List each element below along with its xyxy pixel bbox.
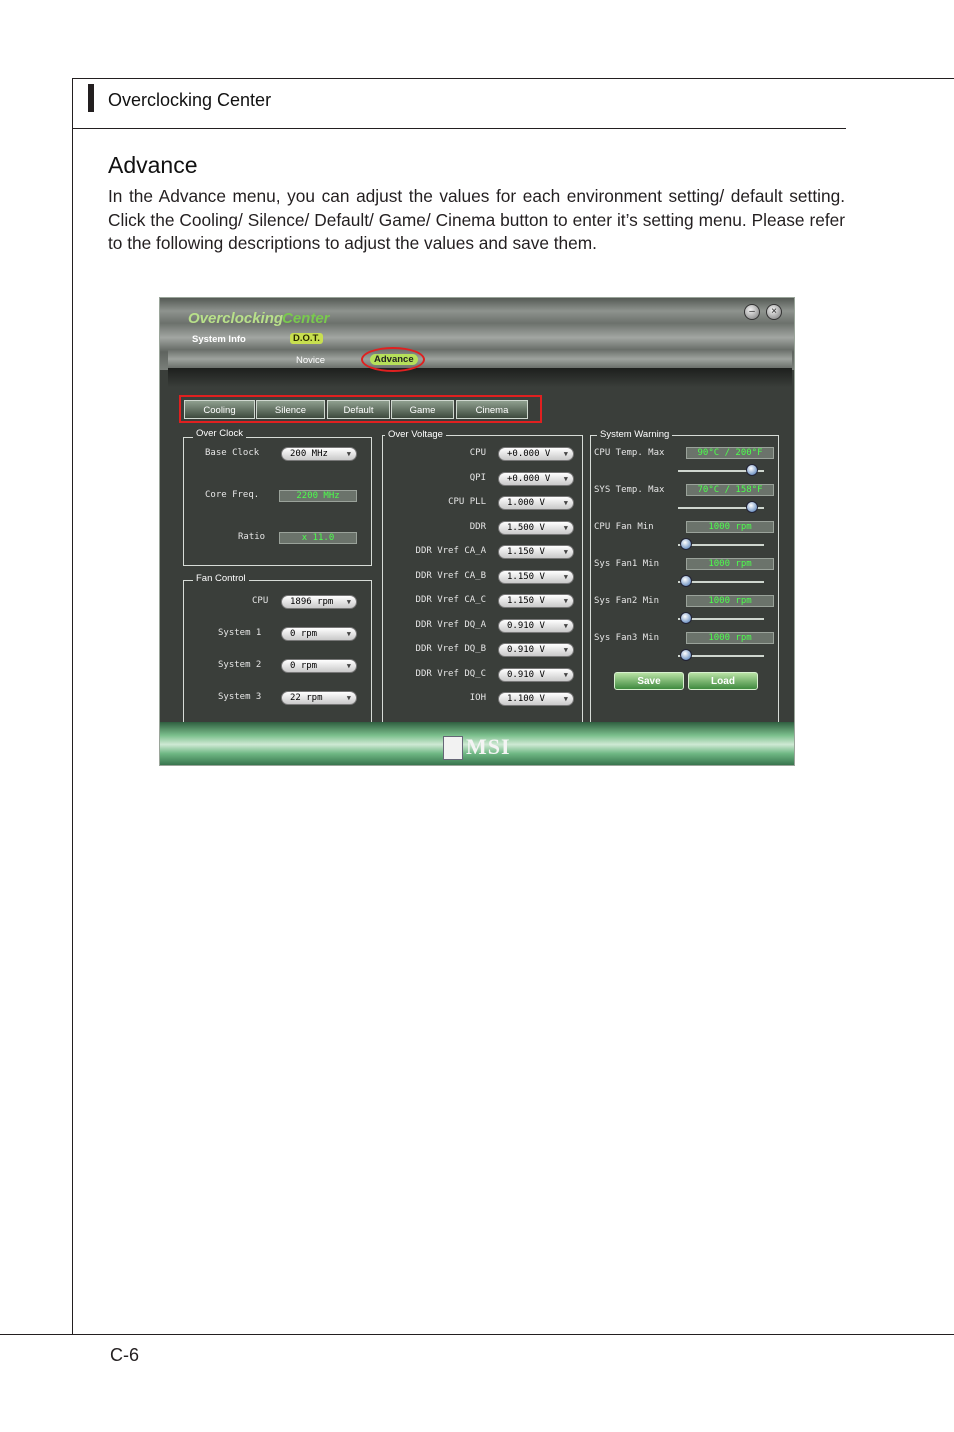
voltage-label: DDR Vref DQ_A [415, 619, 486, 630]
msi-logo: MSI [466, 734, 511, 759]
voltage-label: DDR [469, 521, 486, 532]
voltage-label: CPU [469, 448, 486, 458]
tab-game[interactable]: Game [391, 400, 454, 419]
chevron-down-icon: ▼ [563, 646, 568, 654]
core-freq-label: Core Freq. [205, 490, 260, 500]
slider-thumb[interactable] [680, 575, 692, 587]
voltage-select[interactable]: 1.000 V ▼ [498, 496, 574, 510]
warning-label: Sys Fan3 Min [594, 633, 660, 643]
intro-paragraph: In the Advance menu, you can adjust the values for each environment setting/ default setting. Click the Cooling/ Silence/ Default/ Game/ Cinema button to enter it’s setting menu. Please refer to the following descriptions to adjust the values and save them. [108, 186, 845, 253]
app-window [159, 297, 795, 766]
chevron-down-icon: ▼ [563, 695, 568, 703]
warning-value: 90°C / 200°F [686, 447, 774, 459]
warning-value: 70°C / 158°F [686, 484, 774, 496]
voltage-label: DDR Vref DQ_C [415, 668, 486, 679]
voltage-select[interactable]: 1.500 V ▼ [498, 521, 574, 535]
base-clock-select[interactable]: 200 MHz ▼ [281, 447, 357, 461]
nav-bar [168, 350, 792, 368]
fan-label: System 2 [218, 660, 262, 670]
tab-silence[interactable]: Silence [256, 400, 325, 419]
chevron-down-icon: ▼ [346, 598, 351, 606]
fan-system3-select[interactable]: 22 rpm ▼ [281, 691, 357, 705]
voltage-select[interactable]: 0.910 V ▼ [498, 668, 574, 682]
top-rule [72, 78, 954, 79]
chevron-down-icon: ▼ [563, 670, 568, 679]
left-rule [72, 78, 73, 1335]
voltage-select[interactable]: 1.100 V ▼ [498, 692, 574, 706]
tab-cinema[interactable]: Cinema [456, 400, 528, 419]
voltage-select[interactable]: +0.000 V ▼ [498, 447, 574, 461]
warning-label: CPU Temp. Max [594, 448, 665, 458]
tab-default[interactable]: Default [327, 400, 390, 419]
warning-label: Sys Fan2 Min [594, 596, 660, 606]
chevron-down-icon: ▼ [563, 548, 568, 556]
chevron-down-icon: ▼ [563, 572, 568, 581]
close-button[interactable]: × [766, 304, 782, 320]
voltage-label: QPI [469, 472, 486, 483]
chevron-down-icon: ▼ [346, 630, 351, 638]
nav-advance[interactable]: Advance [370, 354, 418, 365]
fan-label: System 3 [218, 692, 262, 702]
voltage-label: DDR Vref CA_A [415, 546, 486, 556]
warning-value: 1000 rpm [686, 632, 774, 644]
bottom-rule [0, 1334, 954, 1335]
highlight-ring [361, 347, 425, 372]
voltage-select[interactable]: 0.910 V ▼ [498, 643, 574, 657]
over-clock-title: Over Clock [193, 428, 246, 439]
system-warning-title: System Warning [597, 429, 672, 440]
nav-system-info[interactable]: System Info [192, 334, 246, 345]
warning-label: SYS Temp. Max [594, 485, 665, 495]
chevron-down-icon: ▼ [563, 523, 568, 532]
voltage-label: DDR Vref CA_C [415, 595, 486, 605]
header-marker [88, 84, 94, 112]
voltage-select[interactable]: 1.150 V ▼ [498, 594, 574, 608]
load-button[interactable]: Load [688, 672, 758, 690]
slider-thumb[interactable] [746, 501, 758, 513]
core-freq-value: 2200 MHz [279, 490, 357, 502]
chevron-down-icon: ▼ [346, 662, 351, 670]
chevron-down-icon: ▼ [563, 499, 568, 507]
voltage-select[interactable]: 1.150 V ▼ [498, 570, 574, 584]
fan-label: CPU [252, 596, 269, 606]
warning-label: CPU Fan Min [594, 522, 654, 532]
chevron-down-icon: ▼ [346, 450, 351, 458]
fan-control-title: Fan Control [193, 573, 249, 584]
voltage-select[interactable]: 0.910 V ▼ [498, 619, 574, 633]
section-title: Advance [108, 152, 198, 178]
slider-thumb[interactable] [680, 649, 692, 661]
warning-label: Sys Fan1 Min [594, 559, 660, 569]
chevron-down-icon: ▼ [563, 621, 568, 630]
nav-novice[interactable]: Novice [296, 355, 326, 366]
base-clock-label: Base Clock [205, 448, 260, 458]
chevron-down-icon: ▼ [563, 597, 568, 605]
tab-cooling[interactable]: Cooling [184, 400, 255, 419]
running-header: Overclocking Center [108, 90, 272, 110]
slider-thumb[interactable] [746, 464, 758, 476]
voltage-label: IOH [469, 693, 486, 703]
chevron-down-icon: ▼ [563, 474, 568, 483]
chevron-down-icon: ▼ [346, 694, 351, 702]
warning-value: 1000 rpm [686, 558, 774, 570]
brand-name: Overclocking [188, 310, 284, 327]
dark-strip [168, 368, 792, 388]
slider-thumb[interactable] [680, 612, 692, 624]
warning-value: 1000 rpm [686, 521, 774, 533]
fan-system2-select[interactable]: 0 rpm ▼ [281, 659, 357, 673]
voltage-label: CPU PLL [448, 497, 486, 507]
save-button[interactable]: Save [614, 672, 684, 690]
ratio-label: Ratio [238, 532, 266, 542]
over-voltage-title: Over Voltage [385, 429, 446, 440]
page-number: C-6 [110, 1345, 140, 1365]
msi-badge-icon [443, 736, 463, 760]
fan-label: System 1 [218, 628, 262, 638]
voltage-label: DDR Vref CA_B [415, 570, 486, 581]
voltage-select[interactable]: 1.150 V ▼ [498, 545, 574, 559]
chevron-down-icon: ▼ [563, 450, 568, 458]
nav-dot[interactable]: D.O.T. [290, 333, 323, 344]
header-rule [72, 128, 846, 129]
ratio-value: x 11.0 [279, 532, 357, 544]
voltage-select[interactable]: +0.000 V ▼ [498, 472, 574, 486]
fan-system1-select[interactable]: 0 rpm ▼ [281, 627, 357, 641]
slider-thumb[interactable] [680, 538, 692, 550]
fan-cpu-select[interactable]: 1896 rpm ▼ [281, 595, 357, 609]
brand-name-accent: Center [282, 310, 330, 327]
warning-value: 1000 rpm [686, 595, 774, 607]
voltage-label: DDR Vref DQ_B [415, 644, 486, 654]
minimize-button[interactable]: – [744, 304, 760, 320]
